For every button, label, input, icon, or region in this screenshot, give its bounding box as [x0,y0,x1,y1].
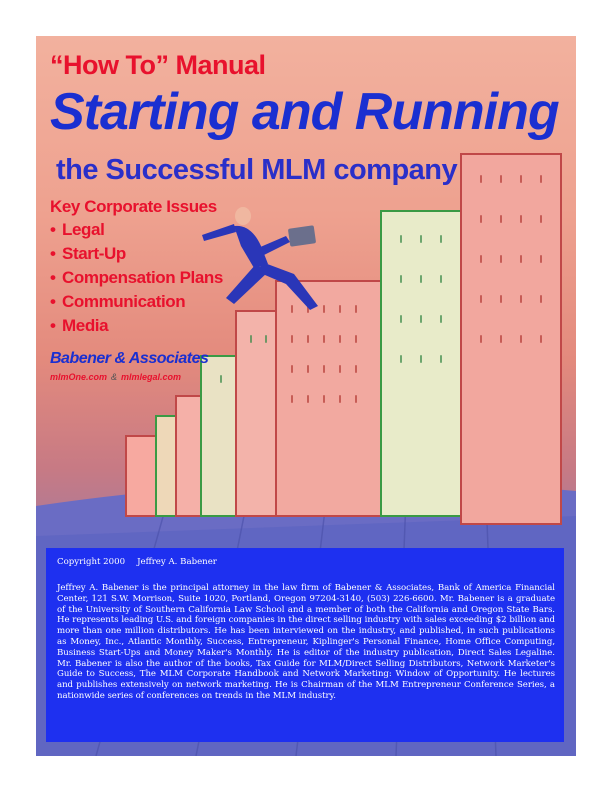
list-item-label: Start-Up [62,244,126,263]
how-to-manual-label: “How To” Manual [50,50,266,80]
bullet-icon: • [50,316,56,335]
list-item [50,290,223,314]
author-name: Jeffrey A. Babener [137,557,217,567]
list-item [50,218,223,242]
author-info-box [46,548,564,742]
author-bio: Jeffrey A. Babener is the principal attorney in the law firm of Babener & Associates, Bank of America Financial Center, 121 S.W. Morrison, Suite 1020, Portland, Oregon 97204-3140, (503) 226-6600. Mr. Babener is a graduate of the University of Southern California Law School and a member of both the California and Oregon State Bars. He represents leading U.S. and foreign companies in the direct selling industry with sales exceeding $2 billion and more than one million distributors. He has been interviewed on the industry, and published, in such publications as Money, Inc., Atlantic Monthly, Success, Entrepreneur, Kiplinger's Personal Finance, Home Office Computing, Business Start-Ups and Money Maker's Monthly. He is editor of the industry publication, Direct Sales Legaline. Mr. Babener is also the author of the books, Tax Guide for MLM/Direct Selling Distributors, Network Marketer's Guide to Success, The MLM Corporate Handbook and Network Marketing: Window of Opportunity. He lectures and publishes extensively on network marketing. He is Chairman of the MLM Entrepreneur Conference Series, a nationwide series of conferences on trends in the MLM industry. [57,583,555,701]
list-item-label: Communication [62,292,186,311]
list-item-label: Legal [62,220,105,239]
key-issues-heading: Key Corporate Issues [50,197,217,216]
list-item-label: Compensation Plans [62,268,223,287]
website-links [50,372,181,382]
bullet-icon: • [50,244,56,263]
key-issues-list [50,196,223,338]
site-link-mlmlegal[interactable]: mlmlegal.com [121,372,182,382]
copyright-text: Copyright 2000 [57,557,126,567]
copyright-line [57,557,555,568]
list-item [50,266,223,290]
list-item-label: Media [62,316,109,335]
main-title: Starting and Running [50,83,559,141]
site-link-mlmone[interactable]: mlmOne.com [50,372,108,382]
bullet-icon: • [50,292,56,311]
site-separator: & [111,372,118,382]
bullet-icon: • [50,220,56,239]
firm-name: Babener & Associates [50,350,209,367]
list-item [50,242,223,266]
list-item [50,314,223,338]
bullet-icon: • [50,268,56,287]
sub-title: the Successful MLM company [56,154,458,186]
